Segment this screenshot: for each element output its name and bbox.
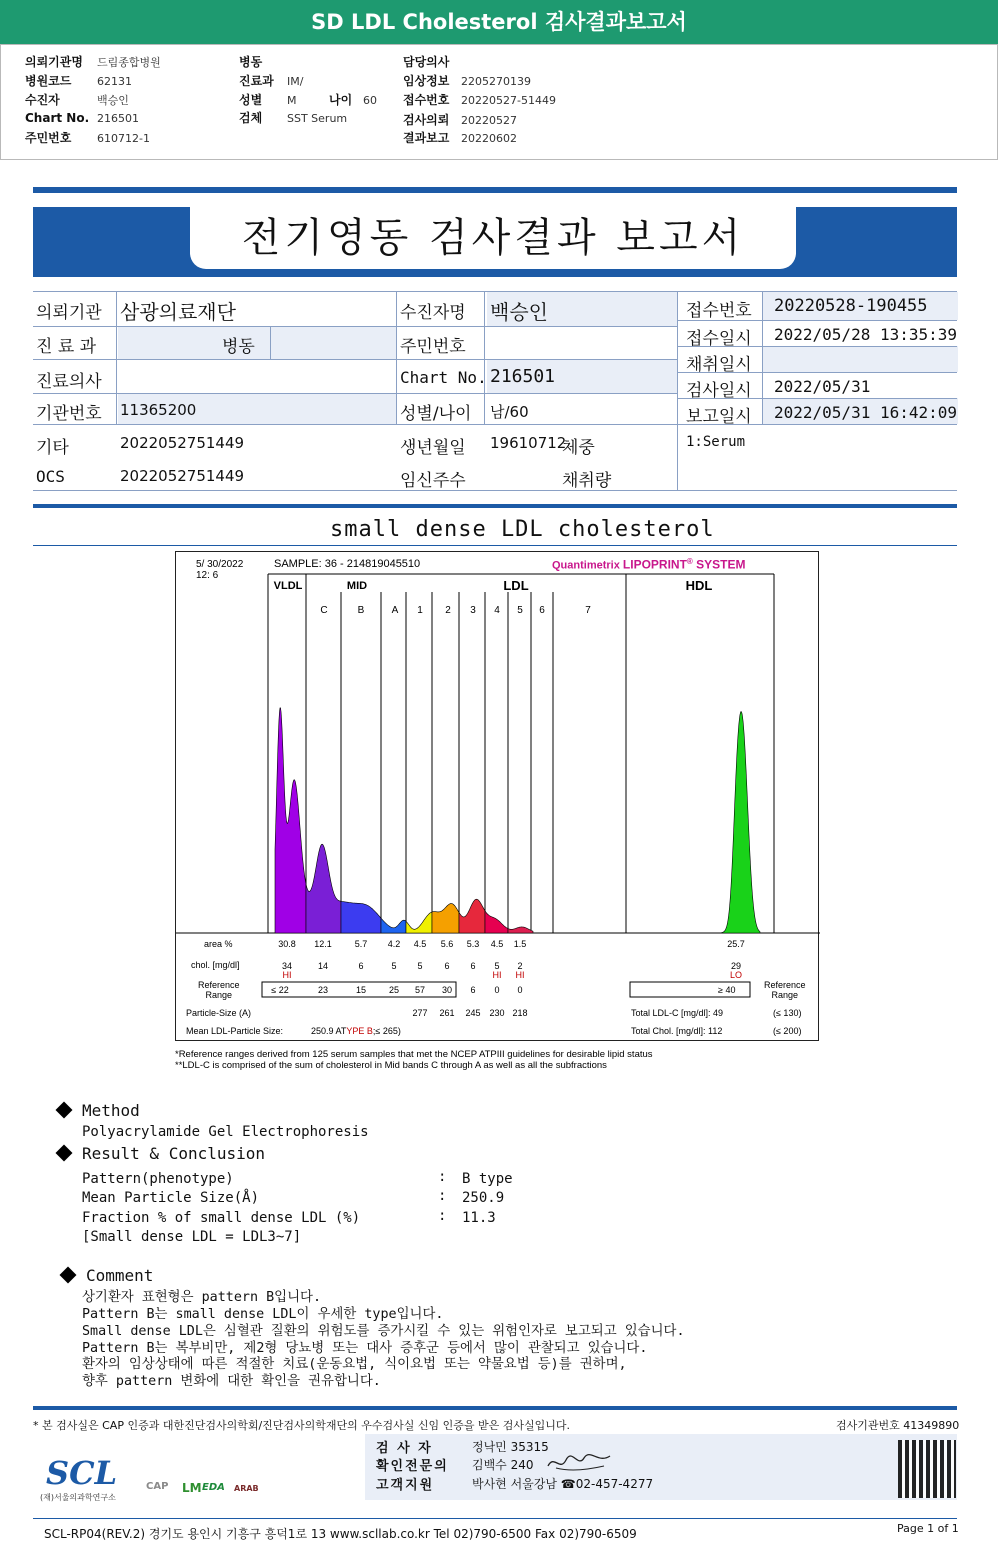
footnote: *Reference ranges derived from 125 serum samples that met the NCEP ATPIII guidelines for desirable lipid status xyxy=(175,1049,653,1060)
trace-segment xyxy=(459,899,485,933)
total-chol-ref: (≤ 200) xyxy=(773,1026,802,1036)
band-label-c: C xyxy=(320,605,328,616)
comment-line: Pattern B는 small dense LDL이 우세한 type입니다. xyxy=(82,1307,444,1322)
header-field: 검사의뢰 20220527 xyxy=(403,113,517,127)
method-text: Polyacrylamide Gel Electrophoresis xyxy=(82,1124,369,1140)
area-value: 5.3 xyxy=(466,939,480,949)
result-colon: : xyxy=(438,1208,447,1224)
header-field: 주민번호 610712-1 xyxy=(25,131,150,145)
band-label-3: 3 xyxy=(470,605,476,616)
footnote: **LDL-C is comprised of the sum of cholesterol in Mid bands C through A as well as all the subfractions xyxy=(175,1060,607,1071)
header-field: 진료과 IM/ xyxy=(239,74,304,88)
band-label-5: 5 xyxy=(517,605,523,616)
value-etc: 2022052751449 xyxy=(120,434,245,452)
trace-segment xyxy=(381,918,406,933)
band-label-b: B xyxy=(357,605,365,616)
group-label-mid: MID xyxy=(346,580,368,592)
size-value: 245 xyxy=(465,1008,481,1018)
value-patient: 백승인 xyxy=(490,300,548,324)
header-field: 임상정보 2205270139 xyxy=(403,74,531,88)
result-colon: : xyxy=(438,1188,447,1204)
value-referrer: 삼광의료재단 xyxy=(120,300,236,324)
sign-value: 김백수 240 xyxy=(472,1458,534,1472)
trace-segment xyxy=(721,712,760,934)
chol-value: 5 xyxy=(494,961,500,971)
header-field: 의뢰기관명 드림종합병원 xyxy=(25,55,161,69)
label-referrer: 의뢰기관 xyxy=(36,303,102,323)
label-birth: 생년월일 xyxy=(400,438,466,458)
sample-id: SAMPLE: 36 - 214819045510 xyxy=(274,558,421,570)
label-receipt-no: 접수번호 xyxy=(686,301,752,321)
lab-number: 검사기관번호 41349890 xyxy=(836,1419,960,1432)
size-value: 218 xyxy=(512,1008,528,1018)
sign-box xyxy=(365,1434,957,1500)
comment-line: 향후 pattern 변화에 대한 확인을 권유합니다. xyxy=(82,1374,381,1389)
label-test-date: 검사일시 xyxy=(686,381,752,401)
ref-value: ≤ 22 xyxy=(271,985,289,995)
value-receipt-date: 2022/05/28 13:35:39 xyxy=(774,325,958,344)
total-ldl: Total LDL-C [mg/dl]: 49 xyxy=(631,1008,724,1018)
ref-value: 0 xyxy=(494,985,500,995)
scl-logo-sub: (재)서울의과학연구소 xyxy=(40,1493,116,1502)
row-label-chol: chol. [mg/dl] xyxy=(191,960,240,970)
area-value: 4.5 xyxy=(413,939,427,949)
ref-value: 6 xyxy=(470,985,476,995)
divider xyxy=(33,504,957,508)
header-field: 병동 xyxy=(239,55,263,69)
value-dept: 병동 xyxy=(222,337,255,357)
area-value: 4.5 xyxy=(490,939,504,949)
chol-value: 2 xyxy=(517,961,523,971)
sign-value: 박사현 서울강남 ☎02-457-4277 xyxy=(472,1477,654,1491)
graph-time: 12: 6 xyxy=(196,570,219,581)
ref-value: 15 xyxy=(355,985,367,995)
ref-value: 25 xyxy=(388,985,400,995)
flag-hi: HI xyxy=(282,970,292,980)
band-label-a: A xyxy=(391,605,399,616)
flag-hi: HI xyxy=(492,970,502,980)
result-title: Result & Conclusion xyxy=(82,1144,266,1163)
label-rrn: 주민번호 xyxy=(400,337,466,357)
lipoprint-graph xyxy=(175,551,819,1041)
sign-value: 정낙민 35315 xyxy=(472,1440,549,1454)
trace-segment xyxy=(341,901,381,933)
ref-value: 23 xyxy=(317,985,329,995)
lm-logo: LM xyxy=(182,1481,202,1495)
section-title: small dense LDL cholesterol xyxy=(330,517,715,542)
divider xyxy=(33,545,957,546)
comment-line: 상기환자 표현형은 pattern B입니다. xyxy=(82,1290,322,1305)
result-value: 250.9 xyxy=(462,1190,505,1206)
mean-size-label: Mean LDL-Particle Size: xyxy=(186,1026,284,1036)
signature-image xyxy=(544,1452,614,1474)
chol-value: 5 xyxy=(391,961,397,971)
value-chart-no: 216501 xyxy=(490,366,556,387)
value-inst-no: 11365200 xyxy=(120,401,197,419)
ref-value: 0 xyxy=(517,985,523,995)
bullet-icon xyxy=(56,1145,73,1162)
comment-line: Small dense LDL은 심혈관 질환의 위험도를 증가시킬 수 있는 위험인자로 보고되고 있습니다. xyxy=(82,1324,685,1339)
report-title: 전기영동 검사결과 보고서 xyxy=(190,207,796,269)
label-patient: 수진자명 xyxy=(400,303,466,323)
scl-logo: SCL xyxy=(46,1454,118,1492)
label-doctor: 진료의사 xyxy=(36,372,102,392)
label-chart-no: Chart No. xyxy=(400,368,487,387)
result-value: 11.3 xyxy=(462,1210,496,1226)
header-field: 담당의사 xyxy=(403,55,450,69)
sign-key: 고객지원 xyxy=(376,1478,435,1493)
chol-value: 34 xyxy=(281,961,293,971)
sign-key: 검 사 자 xyxy=(376,1441,433,1456)
trace-segment xyxy=(275,708,306,933)
chol-value: 5 xyxy=(417,961,423,971)
area-value: 5.7 xyxy=(354,939,368,949)
brand-logo: Quantimetrix LIPOPRINT® SYSTEM xyxy=(552,557,746,572)
header-field: 수진자 백승인 xyxy=(25,93,129,107)
cert-note: * 본 검사실은 CAP 인증과 대한진단검사의학회/진단검사의학재단의 우수검사실 신임 인증을 받은 검사실입니다. xyxy=(33,1419,571,1432)
ref-value: 57 xyxy=(414,985,426,995)
chol-value: 14 xyxy=(317,961,329,971)
value-receipt-no: 20220528-190455 xyxy=(774,296,928,316)
label-collect-date: 채취일시 xyxy=(686,355,752,375)
label-sex-age: 성별/나이 xyxy=(400,404,472,424)
header-field: 결과보고 20220602 xyxy=(403,131,517,145)
arab-logo: ARAB xyxy=(234,1484,259,1493)
chol-value: 6 xyxy=(470,961,476,971)
area-value: 1.5 xyxy=(513,939,527,949)
label-dept: 진 료 과 xyxy=(36,337,97,357)
trace-segment xyxy=(485,911,508,933)
area-value: 30.8 xyxy=(278,939,296,949)
area-value: 25.7 xyxy=(727,939,745,949)
trace-segment xyxy=(508,927,533,933)
value-birth: 19610712 xyxy=(490,434,567,452)
ref-value-hdl: ≥ 40 xyxy=(718,985,736,995)
label-weight: 체중 xyxy=(562,438,595,458)
band-label-6: 6 xyxy=(539,605,545,616)
header-field: 성별 M xyxy=(239,93,297,107)
mean-size-value: 250.9 ATYPE B;≤ 265) xyxy=(311,1026,401,1036)
label-pregnancy: 임신주수 xyxy=(400,471,466,491)
label-inst-no: 기관번호 xyxy=(36,404,102,424)
total-chol: Total Chol. [mg/dl]: 112 xyxy=(631,1026,723,1036)
band-label-2: 2 xyxy=(445,605,451,616)
eda-logo: EDA xyxy=(202,1482,225,1493)
graph-date: 5/ 30/2022 xyxy=(196,559,244,570)
row-label-size: Particle-Size (A) xyxy=(186,1008,252,1018)
comment-line: Pattern B는 복부비만, 제2형 당뇨병 또는 대사 증후군 등에서 많이 관찰되고 있습니다. xyxy=(82,1341,648,1356)
flag-lo: LO xyxy=(729,970,743,980)
result-colon: : xyxy=(438,1169,447,1185)
header-field: Chart No. 216501 xyxy=(25,111,139,125)
method-title: Method xyxy=(82,1101,140,1120)
divider xyxy=(33,187,957,193)
top-title: SD LDL Cholesterol 검사결과보고서 xyxy=(0,0,998,44)
trace-segment xyxy=(432,904,459,934)
total-ldl-ref: (≤ 130) xyxy=(773,1008,802,1018)
label-volume: 채취량 xyxy=(562,471,612,491)
header-field: 병원코드 62131 xyxy=(25,74,132,88)
group-label-vldl: VLDL xyxy=(273,580,303,592)
row-label-area: area % xyxy=(204,939,233,949)
trace-segment xyxy=(306,844,341,933)
patient-header xyxy=(0,44,998,160)
result-key: Fraction % of small dense LDL (%) xyxy=(82,1210,361,1226)
comment-line: 환자의 임상상태에 따른 적절한 치료(운동요법, 식이요법 또는 약물요법 등)를 권하며, xyxy=(82,1357,627,1372)
result-value: B type xyxy=(462,1171,513,1187)
result-note: [Small dense LDL = LDL3~7] xyxy=(82,1229,302,1245)
address: SCL-RP04(REV.2) 경기도 용인시 기흥구 흥덕1로 13 www.scllab.co.kr Tel 02)790-6500 Fax 02)790-6509 xyxy=(44,1527,637,1541)
page-number: Page 1 of 1 xyxy=(897,1522,959,1535)
header-field: 접수번호 20220527-51449 xyxy=(403,93,556,107)
sign-key: 확인전문의 xyxy=(376,1459,449,1474)
chol-value: 6 xyxy=(444,961,450,971)
size-value: 230 xyxy=(489,1008,505,1018)
value-report-date: 2022/05/31 16:42:09 xyxy=(774,403,958,422)
area-value: 5.6 xyxy=(440,939,454,949)
value-test-date: 2022/05/31 xyxy=(774,377,871,396)
label-receipt-date: 접수일시 xyxy=(686,329,752,349)
sample-note: 1:Serum xyxy=(686,434,746,450)
chol-value: 29 xyxy=(730,961,742,971)
value-ocs: 2022052751449 xyxy=(120,467,245,485)
qr-code-icon xyxy=(898,1440,956,1498)
cap-logo: CAP xyxy=(146,1481,169,1492)
group-label-ldl: LDL xyxy=(503,578,529,593)
label-report-date: 보고일시 xyxy=(686,407,752,427)
band-label-4: 4 xyxy=(494,605,500,616)
value-sex-age: 남/60 xyxy=(490,403,529,421)
comment-title: Comment xyxy=(86,1266,154,1285)
bullet-icon xyxy=(56,1102,73,1119)
group-label-hdl: HDL xyxy=(685,578,713,593)
bullet-icon xyxy=(60,1267,77,1284)
size-value: 261 xyxy=(439,1008,455,1018)
divider xyxy=(33,1518,957,1519)
chol-value: 6 xyxy=(358,961,364,971)
divider xyxy=(33,1406,957,1410)
flag-hi: HI xyxy=(515,970,525,980)
label-etc: 기타 xyxy=(36,438,69,458)
header-field-age: 나이 60 xyxy=(329,93,377,107)
size-value: 277 xyxy=(412,1008,428,1018)
area-value: 4.2 xyxy=(387,939,401,949)
ref-label-right: Reference Range xyxy=(764,980,806,1000)
ref-value: 30 xyxy=(441,985,453,995)
result-key: Mean Particle Size(Å) xyxy=(82,1190,260,1206)
band-label-7: 7 xyxy=(585,605,591,616)
band-label-1: 1 xyxy=(417,605,423,616)
area-value: 12.1 xyxy=(314,939,332,949)
label-ocs: OCS xyxy=(36,467,65,486)
result-key: Pattern(phenotype) xyxy=(82,1171,234,1187)
trace-segment xyxy=(406,912,432,933)
header-field: 검체 SST Serum xyxy=(239,111,348,125)
row-label-ref: Reference Range xyxy=(198,980,240,1000)
